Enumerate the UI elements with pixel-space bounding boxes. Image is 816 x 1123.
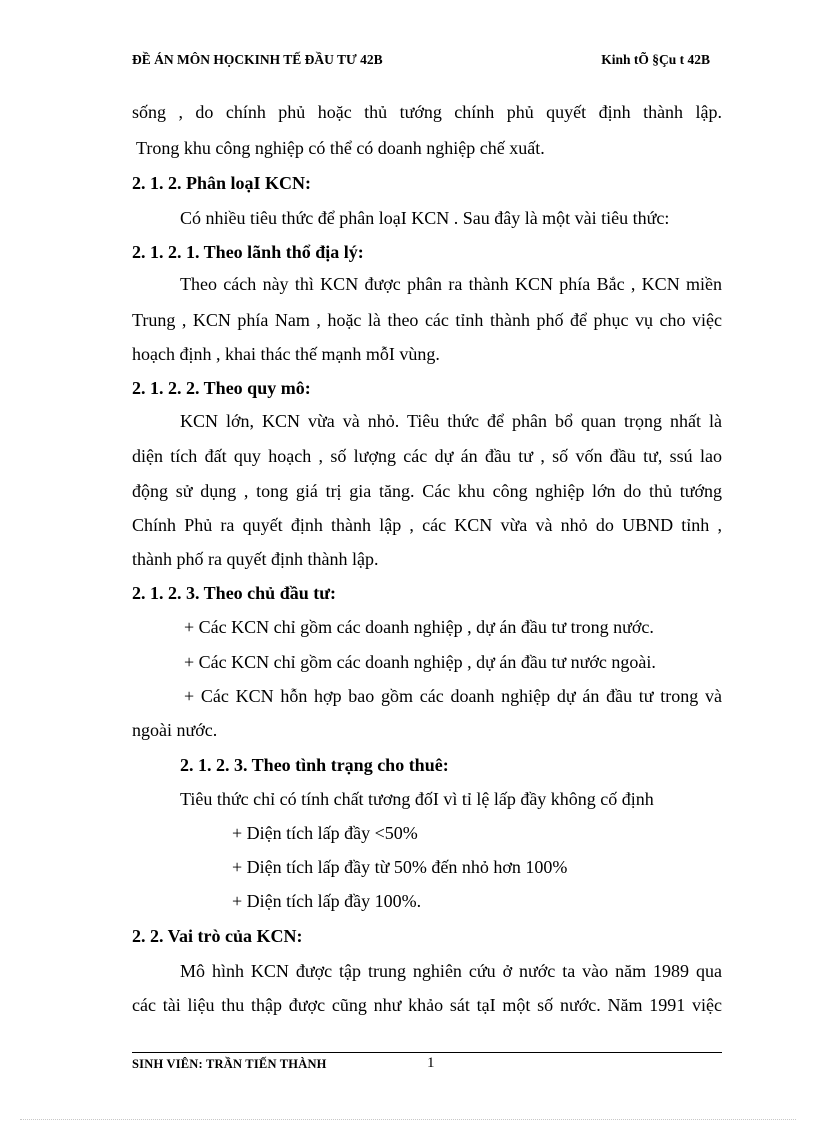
paragraph-line: Có nhiều tiêu thức để phân loạI KCN . Sau đây là một vài tiêu thức: [180,208,670,228]
paragraph-line: sống , do chính phủ hoặc thủ tướng chính phủ quyết định thành lập. [132,102,722,122]
paragraph-line: động sử dụng , tong giá trị gia tăng. Các khu công nghiệp lớn do thủ tướng [132,481,722,501]
paragraph-line: thành phố ra quyết định thành lập. [132,549,379,569]
page-header [132,52,722,72]
paragraph-line: KCN lớn, KCN vừa và nhỏ. Tiêu thức để phân bổ quan trọng nhất là [180,411,722,431]
paragraph-line: Chính Phủ ra quyết định thành lập , các KCN vừa và nhỏ do UBND tỉnh , [132,515,722,535]
page-bottom-dotted-edge [20,1119,796,1120]
bullet-line: + Các KCN chỉ gồm các doanh nghiệp , dự án đầu tư nước ngoài. [184,652,656,672]
bullet-line: + Diện tích lấp đầy <50% [232,823,418,843]
section-heading: 2. 2. Vai trò của KCN: [132,926,303,946]
paragraph-line: hoạch định , khai thác thế mạnh mỗI vùng. [132,344,440,364]
bullet-line: + Diện tích lấp đầy 100%. [232,891,422,911]
header-left-title: ĐỀ ÁN MÔN HỌCKINH TẾ ĐẦU TƯ 42B [132,52,383,67]
bullet-line: + Các KCN chỉ gồm các doanh nghiệp , dự án đầu tư trong nước. [184,617,654,637]
bullet-line: + Diện tích lấp đầy từ 50% đến nhỏ hơn 100% [232,857,568,877]
paragraph-line: diện tích đất quy hoạch , số lượng các dự án đầu tư , số vốn đầu tư, ssú lao [132,446,722,466]
section-heading: 2. 1. 2. 1. Theo lãnh thổ địa lý: [132,242,364,262]
section-heading: 2. 1. 2. 3. Theo tình trạng cho thuê: [180,755,449,775]
paragraph-line: ngoài nước. [132,720,218,740]
section-heading: 2. 1. 2. Phân loạI KCN: [132,173,312,193]
page-number: 1 [427,1055,435,1071]
footer-student-name: SINH VIÊN: TRẦN TIẾN THÀNH [132,1057,327,1071]
header-right-title: Kinh tÕ §Çu t 42B [601,52,710,67]
section-heading: 2. 1. 2. 2. Theo quy mô: [132,378,311,398]
section-heading: 2. 1. 2. 3. Theo chủ đầu tư: [132,583,337,603]
paragraph-line: các tài liệu thu thập được cũng như khảo sát tạI một số nước. Năm 1991 việc [132,995,722,1015]
footer-divider [132,1052,722,1053]
paragraph-line: Mô hình KCN được tập trung nghiên cứu ở nước ta vào năm 1989 qua [180,961,722,981]
paragraph-line: Theo cách này thì KCN được phân ra thành KCN phía Bắc , KCN miền [180,274,722,294]
paragraph-line: Trong khu công nghiệp có thể có doanh nghiệp chế xuất. [136,138,545,158]
paragraph-line: Trung , KCN phía Nam , hoặc là theo các tỉnh thành phố để phục vụ cho việc [132,310,722,330]
bullet-line: + Các KCN hỗn hợp bao gồm các doanh nghiệp dự án đầu tư trong và [184,686,722,706]
paragraph-line: Tiêu thức chỉ có tính chất tương đốI vì tỉ lệ lấp đầy không cố định [180,789,654,809]
